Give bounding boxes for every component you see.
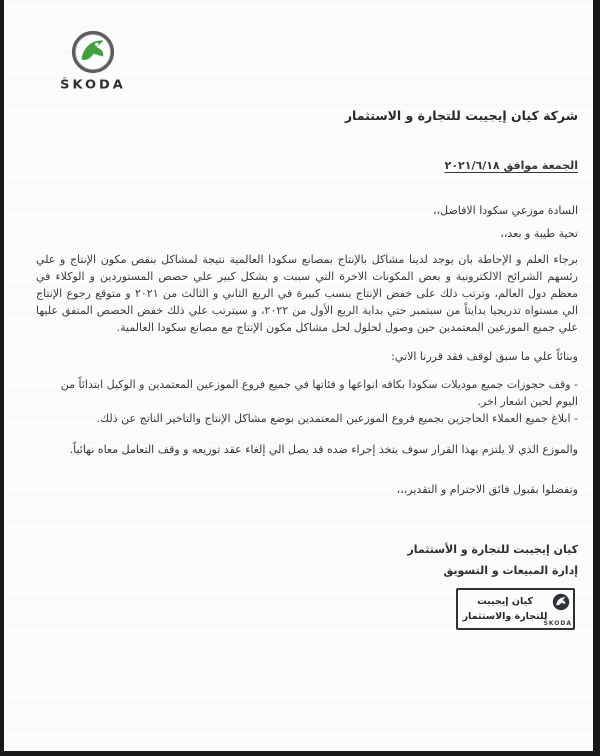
scan-edge-left [0,0,4,756]
greeting: تحية طيبة و بعد،، [500,227,578,240]
stamp-winged-arrow-icon [552,593,570,611]
signature-block [36,542,578,579]
closing-line: وتفضلوا بقبول فائق الاحترام و التقدير،،، [396,483,578,496]
warning-paragraph: والموزع الذي لا يلتزم بهذا القرار سوف يتخذ إجراء ضده قد يصل الي إلغاء عقد توزيعه و وقف التعامل معاه نهائياً. [69,443,578,456]
scan-edge-right [593,0,600,756]
decisions-list [36,376,578,427]
skoda-logo-block [58,30,128,93]
stamp-line2: للتجارة والاستثمار [462,611,548,622]
body-paragraph: برجاء العلم و الإحاطة بان يوجد لدينا مشاكل بالإنتاج بمصانع سكودا العالمية نتيجة لمشاكل بنقص مكون الإنتاج و علي رئسهم الشرائح الالكترونية و بعض المكونات الاخرة التي سببت و بشكل كبير علي حصص المستوردين و الوكلاء في معظم دول العالم، وترتب ذلك على خفض الإنتاج بنسب كبيرة في الربع الثاني و الثالث من ٢٠٢١ و متوقع رجوع الإنتاج الي مستواه تدريجيا بدايتاً من سبتمبر حتي بداية الربع الأول من ٢٠٢٢، و سيترتب علي ذلك خفض الحصص المتفق عليها علي جميع الموزعين المعتمدين حين وصول لحلول لحل مشاكل مكون الإنتاج مع مصانع سكودا العالمية. [36,253,578,334]
stamp-line1: كيان إيجيبت [477,596,533,607]
letter-body [36,108,578,579]
decision-item: - وقف حجوزات جميع موديلات سكودا بكافه انواعها و فئاتها في جميع فروع الموزعين المعتمدين و الوكيل ابتدائاً من اليوم لحين اشعار اخر. [60,378,578,408]
company-name: شركة كيان إيجيبت للتجارة و الاستثمار [344,108,578,123]
skoda-winged-arrow-icon [58,30,128,74]
stamp-text [461,594,549,624]
decision-item: - ابلاغ جميع العملاء الحاجزين بجميع فروع الموزعين المعتمدين بوضع مشاكل الإنتاج والتاخير الناتج عن ذلك. [96,412,578,425]
stamp-brand-wordmark: ŠKODA [543,620,572,627]
decisions-intro: وبنائاً علي ما سبق لوقف فقد قررنا الاتي: [391,350,578,363]
signature-company: كيان إيجيبت للتجارة و الأستثمار [407,543,578,556]
letter-date: الجمعة موافق ٢٠٢١/٦/١٨ [444,159,578,172]
company-stamp [456,588,575,630]
skoda-wordmark: ŠKODA [60,78,126,93]
signature-department: إدارة المبيعات و التسويق [443,564,578,577]
salutation: السادة موزعي سكودا الافاضل،، [433,204,578,217]
scan-edge-bottom [0,751,600,756]
